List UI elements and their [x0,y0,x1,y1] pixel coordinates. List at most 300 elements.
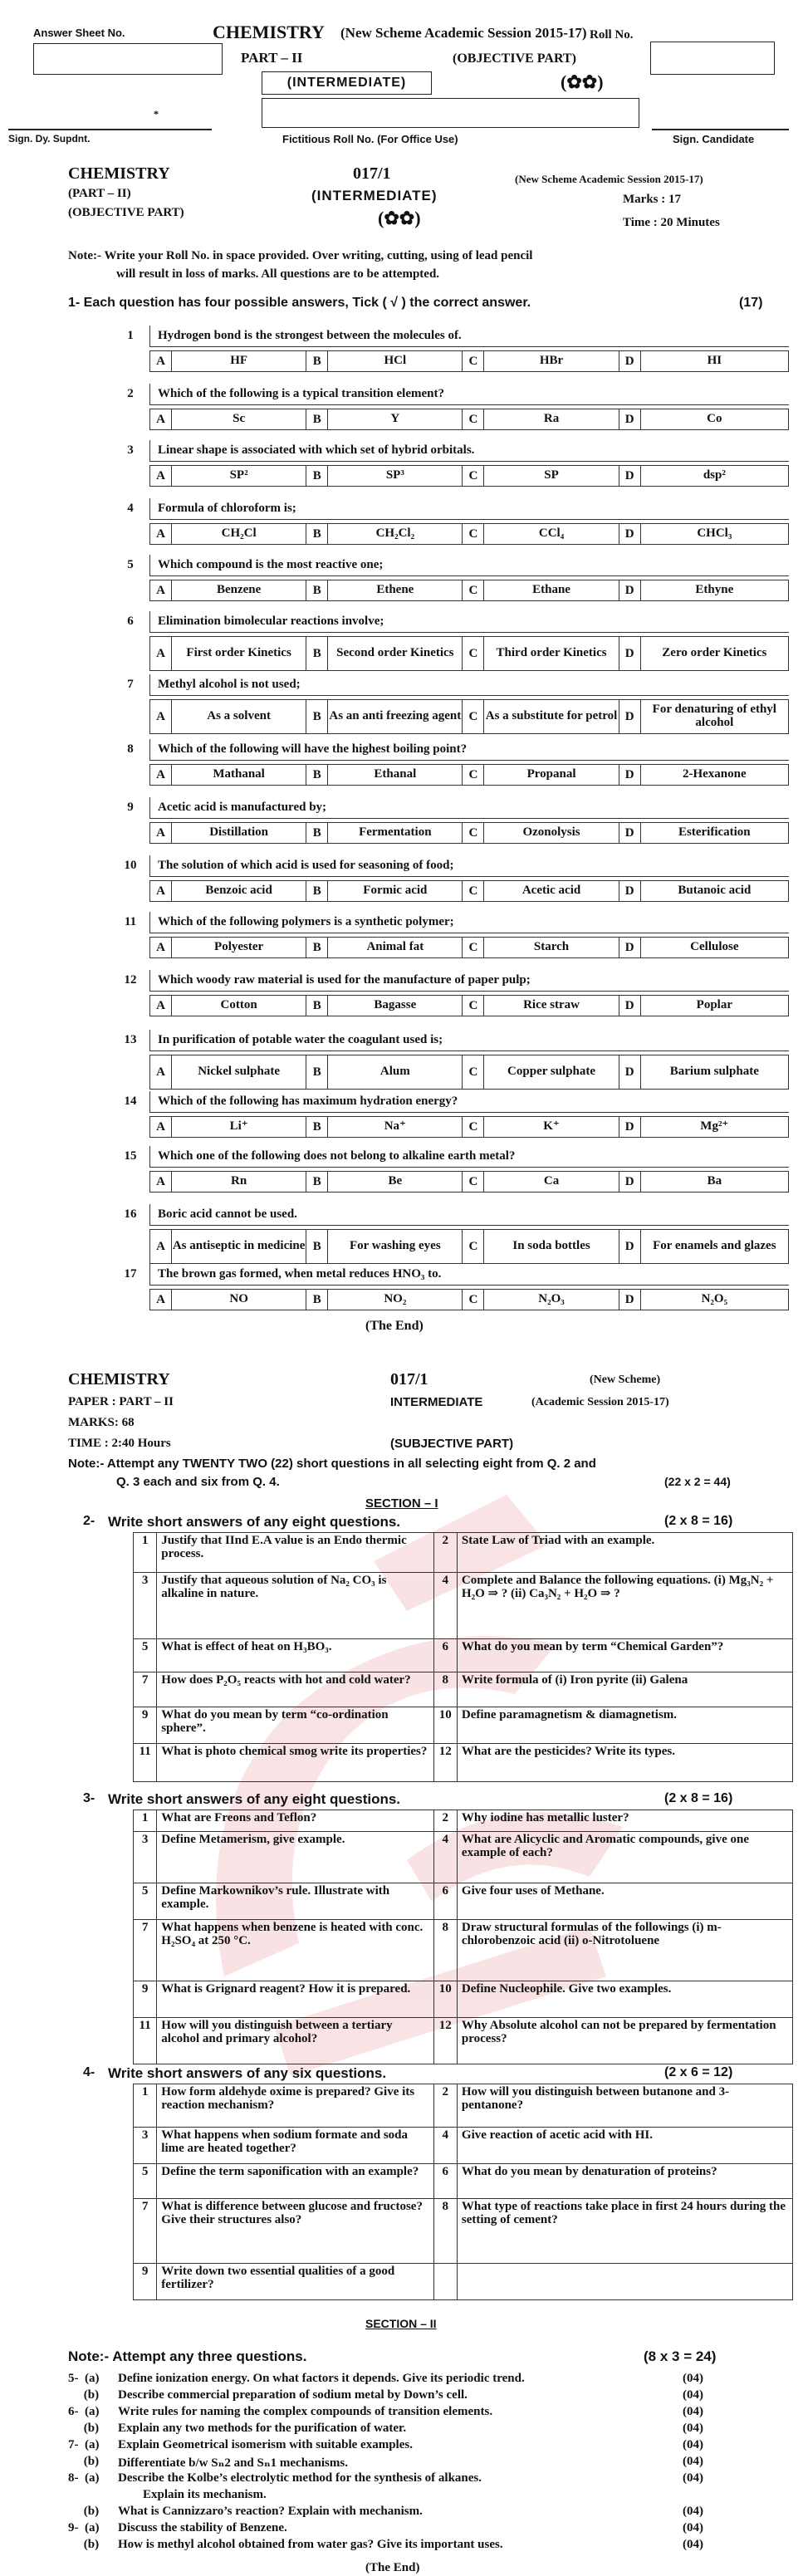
option-a[interactable]: Cotton [172,996,306,1016]
option-letter-d: D [619,466,641,486]
option-letter-a: A [150,466,172,486]
mcq-question [50,1091,789,1114]
question-text: What type of reactions take place in first 24 hours during the setting of cement? [457,2199,792,2264]
mcq-number: 4 [127,502,134,515]
question-number: 4 [433,1573,457,1639]
long-question-marks: (04) [683,2521,703,2534]
option-letter-c: C [463,881,484,901]
obj-paper-type: (OBJECTIVE PART) [68,206,184,219]
question-text: Draw structural formulas of the followings (i) m-chlorobenzoic acid (ii) o-Nitrotoluene [457,1920,792,1981]
question-text: Why iodine has metallic luster? [457,1810,792,1832]
option-d[interactable]: HI [707,354,722,368]
subj-session: (Academic Session 2015-17) [531,1396,669,1408]
option-a[interactable]: Polyester [172,938,306,957]
option-letter-b: B [306,700,328,733]
question-number: 10 [433,1707,457,1744]
subj-subject: CHEMISTRY [68,1370,170,1388]
option-d[interactable]: Esterification [678,825,751,840]
question-number: 5 [134,2164,157,2199]
option-letter-c: C [463,1230,484,1263]
question-number: 2 [433,1810,457,1832]
header-subject: CHEMISTRY [213,22,325,42]
question-number: 12 [433,2018,457,2064]
option-letter-b: B [306,637,328,670]
subj-marks: MARKS: 68 [68,1416,135,1429]
header-symbol: (✿✿) [561,71,604,92]
long-question-marks: (04) [683,2538,703,2551]
long-question-label: 8- (a) [68,2471,100,2485]
option-b[interactable]: Ethene [328,580,463,600]
option-letter-b: B [306,881,328,901]
mcq-question [50,797,789,820]
mcq-question [50,498,789,522]
obj-level: (INTERMEDIATE) [311,188,438,203]
option-d[interactable]: Cellulose [690,940,739,954]
option-letter-b: B [306,1055,328,1089]
option-d[interactable]: N₂O₅ [701,1292,728,1306]
long-question-text: Differentiate b/w Sₙ2 and Sₙ1 mechanisms. [118,2456,348,2470]
option-letter-d: D [619,765,641,785]
long-question-label: 9- (a) [68,2521,100,2534]
option-a[interactable]: Benzoic acid [172,881,306,901]
mcq-number: 1 [127,329,134,342]
question-text: How form aldehyde oxime is prepared? Give its reaction mechanism? [157,2084,433,2128]
long-question-item [68,2422,732,2438]
question-text: Justify that IInd E.A value is an Endo thermic process. [157,1533,433,1573]
long-question-item [68,2388,732,2405]
option-c[interactable]: Ozonolysis [484,823,619,843]
option-c[interactable]: As a substitute for petrol [484,700,619,733]
q2-table [133,1532,793,1782]
mcq-question [50,384,789,407]
q4-marks: (2 x 6 = 12) [664,2065,733,2079]
option-letter-d: D [619,1055,641,1089]
option-letter-b: B [306,938,328,957]
table-row [134,2164,793,2199]
question-text: Define Nucleophile. Give two examples. [457,1981,792,2018]
mcq-number: 16 [124,1207,137,1221]
option-c[interactable]: Ra [484,409,619,429]
option-a[interactable]: Rn [172,1172,306,1192]
subj-scheme: (New Scheme) [590,1374,661,1386]
option-a[interactable]: Li⁺ [172,1117,306,1137]
option-letter-d: D [619,700,641,733]
objective-end: (The End) [365,1319,424,1333]
mcq-text: Which compound is the most reactive one; [158,558,384,571]
mcq-text: Which of the following has maximum hydration energy? [158,1095,458,1108]
option-letter-a: A [150,1117,172,1137]
option-letter-c: C [463,996,484,1016]
table-row [134,1707,793,1744]
option-letter-a: A [150,765,172,785]
option-c[interactable]: Rice straw [484,996,619,1016]
option-d[interactable]: Co [707,412,722,426]
header-part: PART – II [241,50,303,66]
option-letter-c: C [463,409,484,429]
subj-note-marks: (22 x 2 = 44) [664,1475,731,1488]
option-letter-b: B [306,1290,328,1310]
option-letter-c: C [463,1172,484,1192]
question-text: Define the term saponification with an example? [157,2164,433,2199]
question-number: 8 [433,1672,457,1707]
question-number: 1 [134,1810,157,1832]
option-d[interactable]: Poplar [696,998,732,1012]
option-a[interactable]: First order Kinetics [172,637,306,670]
option-letter-d: D [619,1290,641,1310]
option-letter-c: C [463,700,484,733]
option-b[interactable]: Fermentation [328,823,463,843]
option-c[interactable]: Third order Kinetics [484,637,619,670]
option-c[interactable]: N₂O₃ [484,1290,619,1310]
option-b[interactable]: NO₂ [328,1290,463,1310]
option-letter-a: A [150,881,172,901]
option-letter-b: B [306,466,328,486]
question-number: 10 [433,1981,457,2018]
sign-candidate: Sign. Candidate [673,133,755,145]
option-d[interactable]: Butanoic acid [678,884,752,898]
question-text: Write down two essential qualities of a good fertilizer? [157,2264,433,2300]
mcq-options [149,1171,789,1193]
option-b[interactable]: Y [328,409,463,429]
mcq-options [149,636,789,671]
question-number: 7 [134,2199,157,2264]
q4-title: Write short answers of any six questions. [108,2065,387,2081]
roll-no-box [650,42,775,75]
question-number: 9 [134,1981,157,2018]
long-question-text: Explain any two methods for the purification of water. [118,2422,407,2435]
option-a[interactable]: Distillation [172,823,306,843]
question-text: What are Freons and Teflon? [157,1810,433,1832]
question-number: 9 [134,2264,157,2300]
option-c[interactable]: Acetic acid [484,881,619,901]
option-b[interactable]: Be [328,1172,463,1192]
option-b[interactable]: SP³ [328,466,463,486]
table-row [134,1573,793,1639]
question-number: 3 [134,2128,157,2164]
question-number: 9 [134,1707,157,1744]
option-a[interactable]: NO [172,1290,306,1310]
mcq-text: Methyl alcohol is not used; [158,678,301,691]
option-letter-a: A [150,700,172,733]
obj-part: (PART – II) [68,187,131,200]
option-letter-a: A [150,1290,172,1310]
obj-symbol: (✿✿) [378,208,421,228]
q4-table [133,2084,793,2300]
long-question-marks: (04) [683,2405,703,2418]
option-c[interactable]: K⁺ [484,1117,619,1137]
long-question-text: What is Cannizzaro’s reaction? Explain with mechanism. [118,2505,423,2518]
question-text: State Law of Triad with an example. [457,1533,792,1573]
header-scheme: (New Scheme Academic Session 2015-17) [340,25,587,41]
option-letter-b: B [306,524,328,544]
mcq-number: 11 [124,915,137,928]
long-question-label: (b) [68,2455,100,2468]
mcq-options [149,822,789,844]
table-row [134,1639,793,1672]
long-question-text: How is methyl alcohol obtained from water gas? Give its important uses. [118,2538,503,2551]
long-question-text: Explain Geometrical isomerism with suitable examples. [118,2438,413,2451]
subj-time: TIME : 2:40 Hours [68,1437,171,1450]
option-c[interactable]: HBr [484,351,619,371]
option-b[interactable]: Bagasse [328,996,463,1016]
option-b[interactable]: Animal fat [328,938,463,957]
option-letter-d: D [619,580,641,600]
long-question-label: 7- (a) [68,2438,100,2451]
mcq-text: Acetic acid is manufactured by; [158,801,327,814]
mcq-options [149,880,789,902]
obj-instruction-marks: (17) [739,296,763,310]
question-text: What do you mean by term “co-ordination sphere”. [157,1707,433,1744]
option-b[interactable]: Second order Kinetics [328,637,463,670]
long-question-text: Define ionization energy. On what factors it depends. Give its periodic trend. [118,2372,525,2385]
mcq-options [149,699,789,734]
question-text: Define Markownikov’s rule. Illustrate with example. [157,1883,433,1920]
question-number: 7 [134,1672,157,1707]
table-row [134,1883,793,1920]
question-number [433,2264,457,2300]
q3-marks: (2 x 8 = 16) [664,1791,733,1805]
option-letter-c: C [463,938,484,957]
option-b[interactable]: Na⁺ [328,1117,463,1137]
question-number: 6 [433,1639,457,1672]
option-a[interactable]: HF [172,351,306,371]
question-text: What are the pesticides? Write its types. [457,1744,792,1782]
option-a[interactable]: As a solvent [172,700,306,733]
long-question-marks: (04) [683,2505,703,2518]
option-letter-c: C [463,580,484,600]
mcq-options [149,350,789,372]
table-row [134,2264,793,2300]
mcq-text: Which of the following will have the highest boiling point? [158,742,468,756]
mcq-question [50,912,789,935]
question-paper: Answer Sheet No. CHEMISTRY (New Scheme Academic Session 2015-17) Roll No. PART – II (OBJECTIVE PART) (INTERMEDIATE) (✿✿) * Sign. Dy. Supdnt. Fictitious Roll No. (For Office Use) Sign. Candidate CHEMISTRY (PART – II) (OBJECTIVE PART) 017/1 (INTERMEDIATE) (✿✿) (New Scheme Academic Session 2015-17) Marks : 17 Time : 20 Minutes Note:- Write your Roll No. in space provided. Over writing, cutting, using of lead pencil will result in loss of marks. All questions are to be attempted. 1- Each question has four possible answers, Tick ( √ ) the correct answer. (17) 1 Hydrogen bond is the strongest between the molecules of. A HF B HCl C HBr D HI 2 Which of the following is a typical transition element? A Sc B Y C Ra D Co 3 Linear shape is associated with which set of hybrid orbitals. A SP² B SP³ C SP D dsp² 4 Formula of chloroform is; A CH₂Cl B CH₂Cl₂ C CCl₄ D CHCl₃ 5 Which compound is the most reactive one; A Benzene B Ethene C Ethane D Ethyne 6 Elimination bimolecular reactions involve; A First order Kinetics B Second order Kinetics C Third order Kinetics D Zero order Kinetics 7 Methyl alcohol is not used; A As a solvent B As an anti freezing agent C As a substitute for petrol D For denaturing of ethyl alcohol 8 Which of the following will have the highest boiling point? A Mathanal B Ethanal C Propanal D 2-Hexanone 9 Acetic acid is manufactured by; A Distillation B Fermentation C Ozonolysis D Esterification 10 The solution of which acid is used for seasoning of food; A Benzoic acid B Formic acid C Acetic acid D Butanoic acid 11 Which of the following polymers is a synthetic polymer; A Polyester B Animal fat C Starch D Cellulose 12 Which woody raw material is used for the manufacture of paper pulp; A Cotton B Bagasse C Rice straw D Poplar 13 In purification of potable water the coagulant used is; A Nickel sulphate B Alum C Copper sulphate D Barium sulphate 14 Which of the following has maximum hydration energy? A Li⁺ B Na⁺ C K⁺ D Mg²⁺ 15 Which one of the following does not belong to alkaline earth metal? A Rn B Be C Ca D Ba 16 Boric acid cannot be used. A As antiseptic in medicine B For washing eyes C In soda bottles D For enamels and glazes 17 The brown gas formed, when metal reduces HNO₃ to. A NO B NO₂ C N₂O₃ D N₂O₅ (The End) CHEMISTRY 017/1 (New Scheme) PAPER : PART – II INTERMEDIATE (Academic Session 2015-17) MARKS: 68 TIME : 2:40 Hours (SUBJECTIVE PART) Note:- Attempt any TWENTY TWO (22) short questions in all selecting eight from Q. 2 and Q. 3 each and six from Q. 4. (22 x 2 = 44) SECTION – I 2- Write short answers of any eight questions. (2 x 8 = 16) 1 Justify that IInd E.A value is an Endo thermic process. 2 State Law of Triad with an example. 3 Justify that aqueous solution of Na₂ CO₃ is alkaline in nature. 4 Complete and Balance the following equations. (i) Mg₃N₂ + H₂O ⇒ ? (ii) Ca₃N₂ + H₂O ⇒ ? 5 What is effect of heat on H₃BO₃. 6 What do you mean by term “Chemical Garden”? 7 How does P₂O₅ reacts with hot and cold water? 8 Write formula of (i) Iron pyrite (ii) Galena 9 What do you mean by term “co-ordination sphere”. 10 Define paramagnetism & diamagnetism. 11 What is photo chemical smog write its properties? 12 What are the pesticides? Write its types. 3- Write short answers of any eight questions. (2 x 8 = 16) 1 What are Freons and Teflon? 2 Why iodine has metallic luster? 3 Define Metamerism, give example. 4 What are Alicyclic and Aromatic compounds, give one example of each? 5 Define Markownikov’s rule. Illustrate with example. 6 Give four uses of Methane. 7 What happens when benzene is heated with conc. H₂SO₄ at 250 °C. 8 Draw structural formulas of the followings (i) m-chlorobenzoic acid (ii) o-Nitrotoluene 9 What is Grignard reagent? How it is prepared. 10 Define Nucleophile. Give two examples. 11 How will you distinguish between a tertiary alcohol and primary alcohol? 12 Why Absolute alcohol can not be prepared by fermentation process? 4- Write short answers of any six questions. (2 x 6 = 12) 1 How form aldehyde oxime is prepared? Give its reaction mechanism? 2 How will you distinguish between butanone and 3-pentanone? 3 What happens when sodium formate and soda lime are heated together? 4 Give reaction of acetic acid with HI. 5 Define the term saponification with an example? 6 What do you mean by denaturation of proteins? 7 What is difference between glucose and fructose? Give their structures also? 8 What type of reactions take place in first 24 hours during the setting of cement? 9 Write down two essential qualities of a good fertilizer? SECTION – II Note:- Attempt any three questions. (8 x 3 = 24) 5- (a) Define ionization energy. On what factors it depends. Give its periodic trend. (04) (b) Describe commercial preparation of sodium metal by Down’s cell. (04) 6- (a) Write rules for naming the complex compounds of transition elements. (04) (b) Explain any two methods for the purification of water. (04) 7- (a) Explain Geometrical isomerism with suitable examples. (04) (b) Differentiate b/w Sₙ2 and Sₙ1 mechanisms. (04) 8- (a) Describe the Kolbe’s electrolytic method for the synthesis of alkanes. (04) Explain its mechanism. (b) What is Cannizzaro’s reaction? Explain with mechanism. (04) 9- (a) Discuss the stability of Benzene. (04) (b) How is methyl alcohol obtained from water gas? Give its important uses. (04) (The End) [0,0,803,2576]
long-question-text: Describe commercial preparation of sodium metal by Down’s cell. [118,2388,468,2402]
q3-title: Write short answers of any eight questions. [108,1791,401,1807]
long-question-item [68,2372,732,2388]
option-letter-b: B [306,580,328,600]
option-letter-d: D [619,996,641,1016]
question-number: 11 [134,2018,157,2064]
mcq-options [149,1116,789,1138]
mcq-number: 3 [127,443,134,457]
section-2-note: Note:- Attempt any three questions. [68,2348,307,2364]
mcq-text: Which woody raw material is used for the manufacture of paper pulp; [158,973,531,987]
option-letter-d: D [619,938,641,957]
option-a[interactable]: CH₂Cl [172,524,306,544]
table-row [134,1672,793,1707]
long-question-label: 5- (a) [68,2372,100,2385]
question-text: What is difference between glucose and fructose? Give their structures also? [157,2199,433,2264]
question-number: 6 [433,1883,457,1920]
mcq-question [50,674,789,698]
option-letter-d: D [619,881,641,901]
long-question-label: (b) [68,2505,100,2518]
option-a[interactable]: Nickel sulphate [172,1055,306,1089]
question-number: 7 [134,1920,157,1981]
mcq-number: 15 [124,1149,137,1163]
mcq-options [149,995,789,1016]
q2-label: 2- [83,1514,95,1528]
option-d[interactable]: 2-Hexanone [682,767,747,781]
option-b[interactable]: Formic acid [328,881,463,901]
option-c[interactable]: Ethane [484,580,619,600]
option-d[interactable]: Mg²⁺ [700,1119,729,1134]
option-letter-c: C [463,637,484,670]
long-question-item [68,2521,732,2538]
question-number: 3 [134,1832,157,1883]
mcq-text: Which of the following is a typical transition element? [158,387,444,400]
option-letter-b: B [306,1230,328,1263]
option-letter-a: A [150,996,172,1016]
option-letter-c: C [463,823,484,843]
question-text: Give four uses of Methane. [457,1883,792,1920]
option-d[interactable]: For denaturing of ethyl alcohol [652,703,776,729]
table-row [134,1832,793,1883]
question-text: What are Alicyclic and Aromatic compounds, give one example of each? [457,1832,792,1883]
option-d[interactable]: Barium sulphate [669,1065,759,1079]
option-b[interactable]: CH₂Cl₂ [328,524,463,544]
question-number: 8 [433,1920,457,1981]
mcq-options [149,1055,789,1090]
option-letter-a: A [150,1172,172,1192]
long-question-item [68,2488,732,2505]
option-a[interactable]: As antiseptic in medicine [172,1230,306,1263]
table-row [134,1981,793,2018]
subj-paper-type: (SUBJECTIVE PART) [390,1437,514,1451]
option-letter-a: A [150,580,172,600]
option-letter-a: A [150,351,172,371]
option-letter-a: A [150,637,172,670]
option-d[interactable]: For enamels and glazes [653,1239,776,1253]
option-letter-b: B [306,765,328,785]
long-question-label: (b) [68,2422,100,2435]
mcq-options [149,937,789,958]
question-text: Define Metamerism, give example. [157,1832,433,1883]
long-question-marks: (04) [683,2438,703,2451]
mcq-question [50,1204,789,1227]
option-b[interactable]: For washing eyes [328,1230,463,1263]
option-c[interactable]: Ca [484,1172,619,1192]
option-c[interactable]: Starch [484,938,619,957]
option-d[interactable]: Ba [707,1174,722,1188]
option-letter-d: D [619,1117,641,1137]
mcq-options [149,1289,789,1310]
long-question-text: Describe the Kolbe’s electrolytic method for the synthesis of alkanes. [118,2471,482,2485]
long-question-marks: (04) [683,2455,703,2468]
mcq-question [50,1146,789,1169]
option-c[interactable]: CCl₄ [484,524,619,544]
option-letter-c: C [463,1117,484,1137]
mcq-text: The brown gas formed, when metal reduces HNO₃ to. [158,1267,442,1281]
mcq-text: Boric acid cannot be used. [158,1207,297,1221]
answer-sheet-box [33,43,223,75]
subj-level: INTERMEDIATE [390,1395,483,1409]
long-question-marks: (04) [683,2388,703,2402]
mcq-options [149,764,789,786]
option-d[interactable]: dsp² [703,468,726,482]
long-question-text: Explain its mechanism. [143,2488,267,2501]
option-c[interactable]: In soda bottles [484,1230,619,1263]
q2-marks: (2 x 8 = 16) [664,1514,733,1528]
obj-time: Time : 20 Minutes [623,216,720,229]
subj-note-line2: Q. 3 each and six from Q. 4. [116,1475,280,1489]
option-b[interactable]: Ethanal [328,765,463,785]
option-d[interactable]: CHCl₃ [697,526,732,541]
question-number: 5 [134,1639,157,1672]
question-number: 1 [134,2084,157,2128]
question-text: Why Absolute alcohol can not be prepared by fermentation process? [457,2018,792,2064]
question-text: Justify that aqueous solution of Na₂ CO₃ is alkaline in nature. [157,1573,433,1639]
option-b[interactable]: As an anti freezing agent [328,700,463,733]
mcq-number: 9 [127,801,134,814]
question-number: 4 [433,2128,457,2164]
option-b[interactable]: HCl [328,351,463,371]
mcq-options [149,580,789,601]
option-a[interactable]: Sc [172,409,306,429]
sign-supdt: Sign. Dy. Supdnt. [8,133,91,144]
q4-label: 4- [83,2065,95,2079]
answer-sheet-label: Answer Sheet No. [33,27,125,39]
mcq-text: Which one of the following does not belong to alkaline earth metal? [158,1149,516,1163]
question-number: 3 [134,1573,157,1639]
long-question-marks: (04) [683,2372,703,2385]
subjective-end: (The End) [365,2561,420,2574]
option-c[interactable]: SP [484,466,619,486]
mcq-text: Formula of chloroform is; [158,502,296,515]
mcq-number: 13 [124,1033,137,1046]
option-d[interactable]: Zero order Kinetics [662,646,767,660]
option-letter-c: C [463,351,484,371]
long-question-marks: (04) [683,2471,703,2485]
question-text: What do you mean by term “Chemical Garden”? [457,1639,792,1672]
option-c[interactable]: Propanal [484,765,619,785]
option-letter-c: C [463,1055,484,1089]
option-letter-a: A [150,938,172,957]
long-question-label: (b) [68,2538,100,2551]
table-row [134,2084,793,2128]
question-number: 2 [433,1533,457,1573]
fictitious-roll-box [262,98,639,128]
option-letter-b: B [306,1172,328,1192]
question-number: 5 [134,1883,157,1920]
subj-note-line1: Note:- Attempt any TWENTY TWO (22) short questions in all selecting eight from Q. 2 and [68,1457,596,1471]
long-question-text: Discuss the stability of Benzene. [118,2521,287,2534]
option-letter-d: D [619,637,641,670]
question-text: How will you distinguish between butanone and 3-pentanone? [457,2084,792,2128]
mcq-number: 17 [124,1267,137,1281]
option-a[interactable]: SP² [172,466,306,486]
option-a[interactable]: Benzene [172,580,306,600]
mcq-question [50,440,789,463]
table-row [134,1920,793,1981]
mcq-number: 14 [124,1095,137,1108]
question-number: 4 [433,1832,457,1883]
option-a[interactable]: Mathanal [172,765,306,785]
table-row [134,2128,793,2164]
mcq-text: Elimination bimolecular reactions involve; [158,615,384,628]
option-b[interactable]: Alum [328,1055,463,1089]
question-text: What happens when sodium formate and soda lime are heated together? [157,2128,433,2164]
mcq-number: 10 [124,859,137,872]
section-2-marks: (8 x 3 = 24) [644,2348,717,2364]
mcq-number: 2 [127,387,134,400]
option-d[interactable]: Ethyne [695,583,734,597]
question-number: 11 [134,1744,157,1782]
option-c[interactable]: Copper sulphate [484,1055,619,1089]
question-text: What do you mean by denaturation of proteins? [457,2164,792,2199]
mcq-number: 7 [127,678,134,691]
mcq-question [50,611,789,634]
